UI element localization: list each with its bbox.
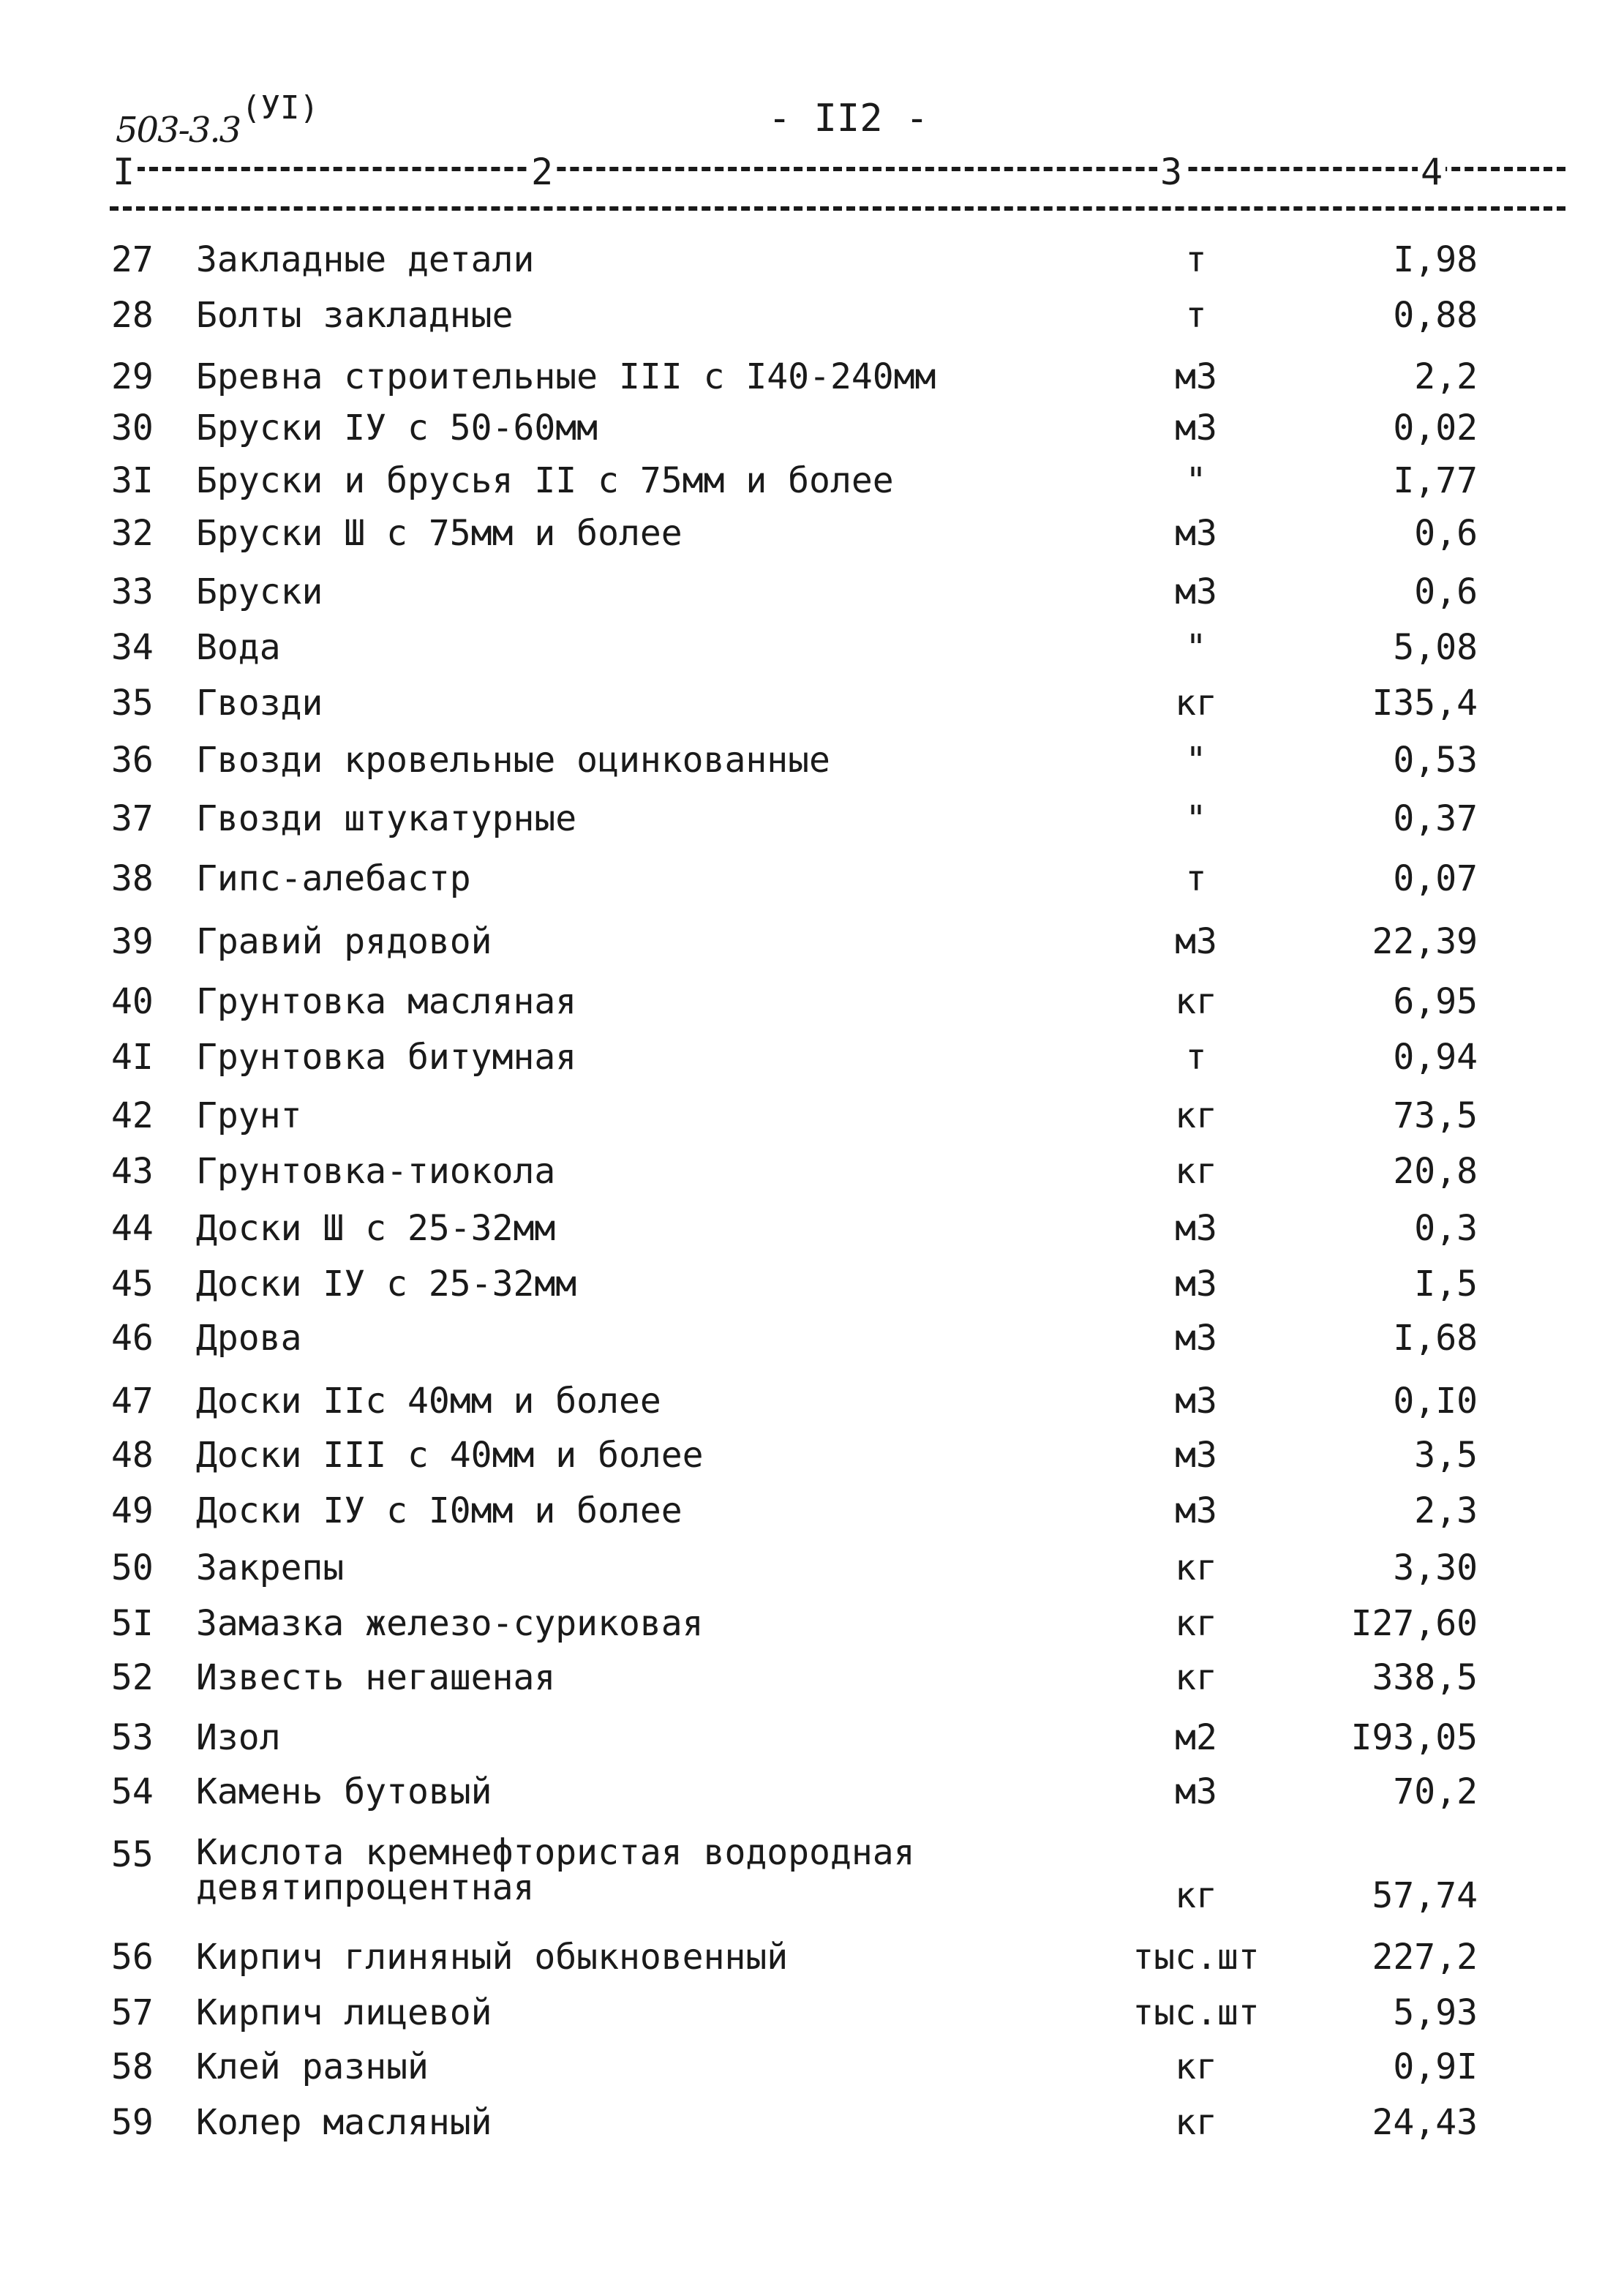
row-number: 33 xyxy=(111,571,154,612)
quantity: I35,4 xyxy=(1372,683,1478,724)
row-number: 39 xyxy=(111,921,154,962)
table-row xyxy=(0,455,1624,506)
table-row xyxy=(0,566,1624,618)
material-name: Изол xyxy=(196,1717,281,1758)
unit: кг xyxy=(1175,1657,1217,1698)
material-name: Доски IУ с 25-32мм xyxy=(196,1264,577,1305)
table-row xyxy=(0,853,1624,904)
material-name: Известь негашеная xyxy=(196,1657,556,1698)
material-name: Гвозди кровельные оцинкованные xyxy=(196,740,830,781)
quantity: 227,2 xyxy=(1372,1937,1478,1978)
material-name: Доски IУ с I0мм и более xyxy=(196,1490,683,1531)
material-name: Грунтовка масляная xyxy=(196,981,577,1022)
quantity: 70,2 xyxy=(1393,1771,1478,1812)
table-row xyxy=(0,234,1624,285)
table-row xyxy=(0,1598,1624,1649)
quantity: 0,88 xyxy=(1393,295,1478,336)
table-row xyxy=(0,1542,1624,1594)
unit: т xyxy=(1185,239,1207,280)
quantity: 0,94 xyxy=(1393,1037,1478,1078)
quantity: I27,60 xyxy=(1350,1603,1478,1644)
table-row xyxy=(0,793,1624,844)
row-number: 5I xyxy=(111,1603,154,1644)
row-number: 55 xyxy=(111,1834,154,1875)
row-number: 54 xyxy=(111,1771,154,1812)
table-row xyxy=(0,508,1624,559)
material-name: Грунтовка битумная xyxy=(196,1037,577,1078)
unit: кг xyxy=(1175,1547,1217,1588)
table-row xyxy=(0,1485,1624,1536)
row-number: 36 xyxy=(111,740,154,781)
table-row xyxy=(0,1430,1624,1481)
table-row xyxy=(0,1932,1624,1983)
material-name: Дрова xyxy=(196,1318,302,1359)
quantity: 2,3 xyxy=(1414,1490,1478,1531)
quantity: 0,I0 xyxy=(1393,1381,1478,1422)
unit: м3 xyxy=(1175,356,1217,397)
row-number: 4I xyxy=(111,1037,154,1078)
table-row xyxy=(0,622,1624,673)
table-row xyxy=(0,1766,1624,1817)
material-name: Болты закладные xyxy=(196,295,514,336)
unit: м3 xyxy=(1175,513,1217,554)
quantity: I,77 xyxy=(1393,460,1478,501)
quantity: I,5 xyxy=(1414,1264,1478,1305)
quantity: 0,6 xyxy=(1414,571,1478,612)
table-row xyxy=(0,1313,1624,1364)
quantity: 24,43 xyxy=(1372,2102,1478,2143)
row-number: 56 xyxy=(111,1937,154,1978)
column-number-3: 3 xyxy=(1157,151,1185,193)
material-name: Кирпич глиняный обыкновенный xyxy=(196,1937,789,1978)
column-number-2: 2 xyxy=(528,151,556,193)
table-row xyxy=(0,402,1624,454)
row-number: 38 xyxy=(111,858,154,899)
material-name: Гравий рядовой xyxy=(196,921,492,962)
table-row xyxy=(0,916,1624,967)
material-name: Камень бутовый xyxy=(196,1771,492,1812)
material-name: Бруски IУ с 50-60мм xyxy=(196,408,598,448)
row-number: 58 xyxy=(111,2046,154,2087)
row-number: 32 xyxy=(111,513,154,554)
material-name: Кислота кремнефтористая водородная девятипроцентная xyxy=(196,1832,915,1908)
table-row xyxy=(0,735,1624,786)
table-row xyxy=(0,290,1624,341)
material-name: Бревна строительные III с I40-240мм xyxy=(196,356,936,397)
quantity: 6,95 xyxy=(1393,981,1478,1022)
table-row xyxy=(0,2097,1624,2148)
quantity: 22,39 xyxy=(1372,921,1478,962)
unit: т xyxy=(1185,858,1207,899)
unit: " xyxy=(1185,740,1207,781)
material-name: Клей разный xyxy=(196,2046,429,2087)
table-row xyxy=(0,976,1624,1027)
material-name: Грунтовка-тиокола xyxy=(196,1151,556,1192)
material-name: Закладные детали xyxy=(196,239,535,280)
material-name: Бруски и брусья II с 75мм и более xyxy=(196,460,894,501)
document-code: 503-3.3 xyxy=(116,110,241,151)
unit: кг xyxy=(1175,981,1217,1022)
material-name: Бруски xyxy=(196,571,323,612)
quantity: I,98 xyxy=(1393,239,1478,280)
material-name: Гвозди xyxy=(196,683,323,724)
column-number-1: I xyxy=(110,151,138,193)
page-number: - II2 - xyxy=(768,97,929,140)
quantity: 0,07 xyxy=(1393,858,1478,899)
quantity: 3,5 xyxy=(1414,1435,1478,1476)
row-number: 59 xyxy=(111,2102,154,2143)
row-number: 3I xyxy=(111,460,154,501)
unit: тыс.шт xyxy=(1132,1992,1260,2033)
table-row xyxy=(0,1146,1624,1197)
unit: м3 xyxy=(1175,571,1217,612)
material-name: Доски III с 40мм и более xyxy=(196,1435,704,1476)
row-number: 46 xyxy=(111,1318,154,1359)
quantity: 338,5 xyxy=(1372,1657,1478,1698)
quantity: 0,02 xyxy=(1393,408,1478,448)
quantity: 0,3 xyxy=(1414,1208,1478,1249)
material-name: Бруски Ш с 75мм и более xyxy=(196,513,683,554)
unit: кг xyxy=(1175,1095,1217,1136)
row-number: 34 xyxy=(111,627,154,668)
unit: м3 xyxy=(1175,1381,1217,1422)
unit: кг xyxy=(1175,1603,1217,1644)
material-name: Кирпич лицевой xyxy=(196,1992,492,2033)
quantity: 5,08 xyxy=(1393,627,1478,668)
table-row xyxy=(0,351,1624,402)
unit: " xyxy=(1185,798,1207,839)
material-name: Вода xyxy=(196,627,281,668)
unit: м3 xyxy=(1175,1264,1217,1305)
material-name: Колер масляный xyxy=(196,2102,492,2143)
table-row xyxy=(0,1829,1624,1917)
unit: м3 xyxy=(1175,408,1217,448)
row-number: 52 xyxy=(111,1657,154,1698)
quantity: 20,8 xyxy=(1393,1151,1478,1192)
column-number-4: 4 xyxy=(1418,151,1446,193)
table-row xyxy=(0,2041,1624,2093)
row-number: 29 xyxy=(111,356,154,397)
unit: кг xyxy=(1175,2046,1217,2087)
row-number: 48 xyxy=(111,1435,154,1476)
quantity: 3,30 xyxy=(1393,1547,1478,1588)
table-row xyxy=(0,1203,1624,1254)
row-number: 43 xyxy=(111,1151,154,1192)
header-dashed-rule-top xyxy=(110,167,1565,171)
unit: " xyxy=(1185,460,1207,501)
unit: м3 xyxy=(1175,1771,1217,1812)
unit: м2 xyxy=(1175,1717,1217,1758)
row-number: 49 xyxy=(111,1490,154,1531)
unit: м3 xyxy=(1175,921,1217,962)
unit: м3 xyxy=(1175,1208,1217,1249)
quantity: 2,2 xyxy=(1414,356,1478,397)
row-number: 44 xyxy=(111,1208,154,1249)
quantity: 57,74 xyxy=(1372,1875,1478,1916)
unit: " xyxy=(1185,627,1207,668)
table-row xyxy=(0,1375,1624,1427)
unit: кг xyxy=(1175,1151,1217,1192)
row-number: 30 xyxy=(111,408,154,448)
row-number: 37 xyxy=(111,798,154,839)
unit: м3 xyxy=(1175,1435,1217,1476)
quantity: 5,93 xyxy=(1393,1992,1478,2033)
row-number: 35 xyxy=(111,683,154,724)
table-row xyxy=(0,1712,1624,1763)
material-name: Замазка железо-суриковая xyxy=(196,1603,704,1644)
table-row xyxy=(0,1090,1624,1141)
unit: т xyxy=(1185,295,1207,336)
quantity: I93,05 xyxy=(1350,1717,1478,1758)
unit: кг xyxy=(1175,2102,1217,2143)
quantity: I,68 xyxy=(1393,1318,1478,1359)
material-name: Грунт xyxy=(196,1095,302,1136)
row-number: 27 xyxy=(111,239,154,280)
row-number: 28 xyxy=(111,295,154,336)
quantity: 0,37 xyxy=(1393,798,1478,839)
row-number: 40 xyxy=(111,981,154,1022)
unit: м3 xyxy=(1175,1318,1217,1359)
material-name: Закрепы xyxy=(196,1547,345,1588)
table-row xyxy=(0,1032,1624,1083)
row-number: 53 xyxy=(111,1717,154,1758)
material-name: Доски IIс 40мм и более xyxy=(196,1381,661,1422)
table-row xyxy=(0,678,1624,729)
quantity: 0,9I xyxy=(1393,2046,1478,2087)
quantity: 0,53 xyxy=(1393,740,1478,781)
unit: м3 xyxy=(1175,1490,1217,1531)
unit: тыс.шт xyxy=(1132,1937,1260,1978)
row-number: 45 xyxy=(111,1264,154,1305)
table-row xyxy=(0,1258,1624,1310)
row-number: 57 xyxy=(111,1992,154,2033)
unit: т xyxy=(1185,1037,1207,1078)
table-row xyxy=(0,1987,1624,2038)
table-row xyxy=(0,1652,1624,1703)
unit: кг xyxy=(1175,683,1217,724)
document-code-superscript: (УI) xyxy=(241,89,319,127)
row-number: 47 xyxy=(111,1381,154,1422)
row-number: 42 xyxy=(111,1095,154,1136)
quantity: 73,5 xyxy=(1393,1095,1478,1136)
quantity: 0,6 xyxy=(1414,513,1478,554)
header-dashed-rule-bottom xyxy=(110,206,1565,211)
row-number: 50 xyxy=(111,1547,154,1588)
material-name: Гвозди штукатурные xyxy=(196,798,577,839)
material-name: Доски Ш с 25-32мм xyxy=(196,1208,556,1249)
unit: кг xyxy=(1175,1875,1217,1916)
material-name: Гипс-алебастр xyxy=(196,858,471,899)
